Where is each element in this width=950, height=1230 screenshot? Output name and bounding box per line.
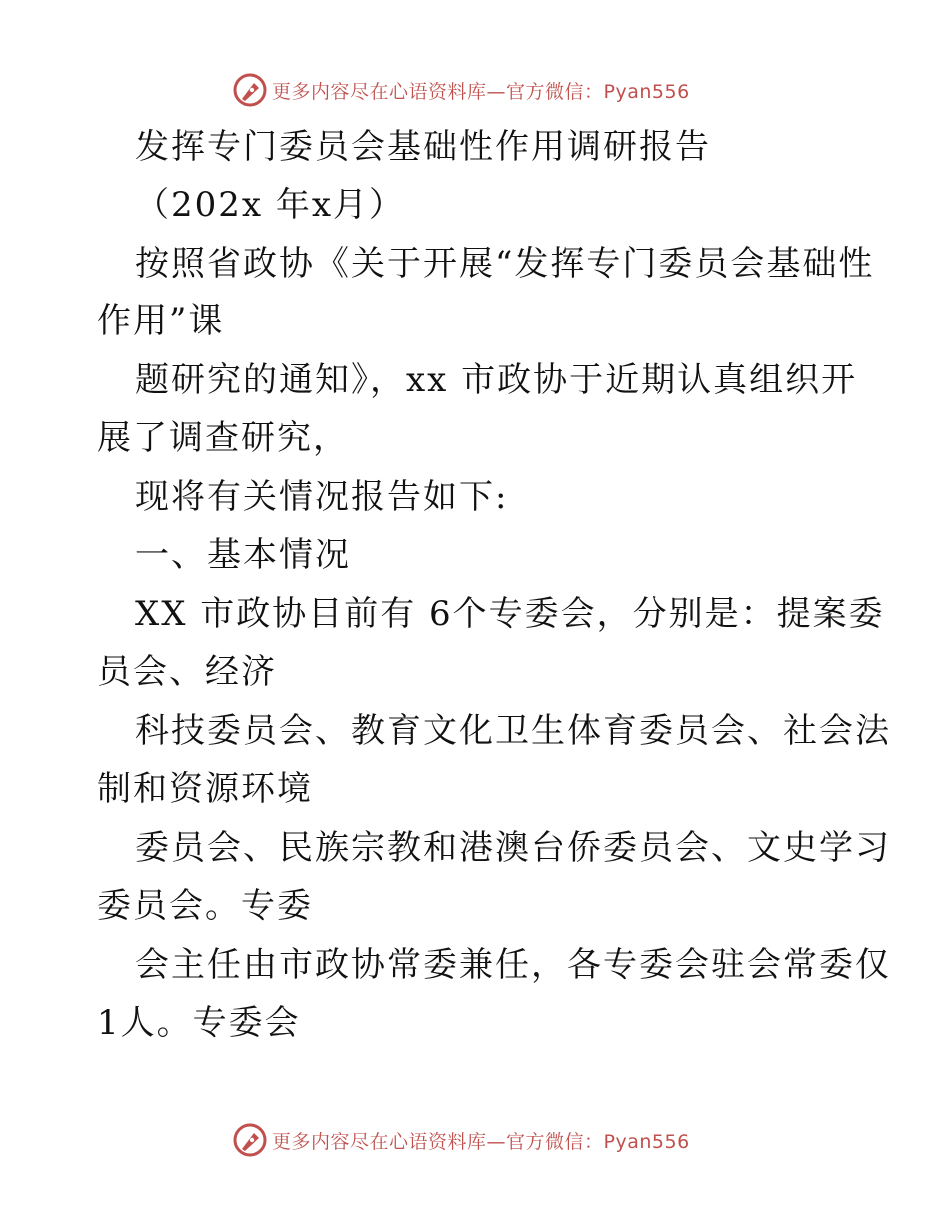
pen-nib-logo-icon: [232, 1122, 268, 1158]
paragraph-line: 1人。专委会: [97, 1003, 301, 1043]
top-watermark-banner: [232, 70, 690, 110]
paragraph-line: 制和资源环境: [97, 769, 313, 809]
paragraph-line: 题研究的通知》，xx 市政协于近期认真组织开: [135, 360, 858, 400]
paragraph-line: 展了调查研究，: [97, 418, 349, 458]
watermark-text: 更多内容尽在心语资料库—官方微信：Pyan556: [272, 80, 690, 103]
paragraph-line: 科技委员会、教育文化卫生体育委员会、社会法: [135, 711, 891, 751]
paragraph-line: 委员会、民族宗教和港澳台侨委员会、文史学习: [135, 828, 891, 868]
paragraph-line: 委员会。专委: [97, 886, 313, 926]
bottom-watermark-banner: [232, 1120, 690, 1160]
paragraph-line: 现将有关情况报告如下:: [135, 477, 509, 517]
paragraph-line: 按照省政协《关于开展“发挥专门委员会基础性: [135, 244, 875, 284]
document-date: （202x 年x月）: [135, 185, 406, 225]
paragraph-line: 会主任由市政协常委兼任，各专委会驻会常委仅: [135, 945, 891, 985]
document-title: 发挥专门委员会基础性作用调研报告: [135, 127, 711, 167]
paragraph-line: 作用”课: [97, 301, 225, 341]
pen-nib-logo-icon: [232, 72, 268, 108]
watermark-text: 更多内容尽在心语资料库—官方微信：Pyan556: [272, 1130, 690, 1153]
section-heading: 一、基本情况: [135, 535, 351, 575]
paragraph-line: XX 市政协目前有 6个专委会，分别是：提案委: [135, 594, 885, 634]
paragraph-line: 员会、经济: [97, 652, 277, 692]
